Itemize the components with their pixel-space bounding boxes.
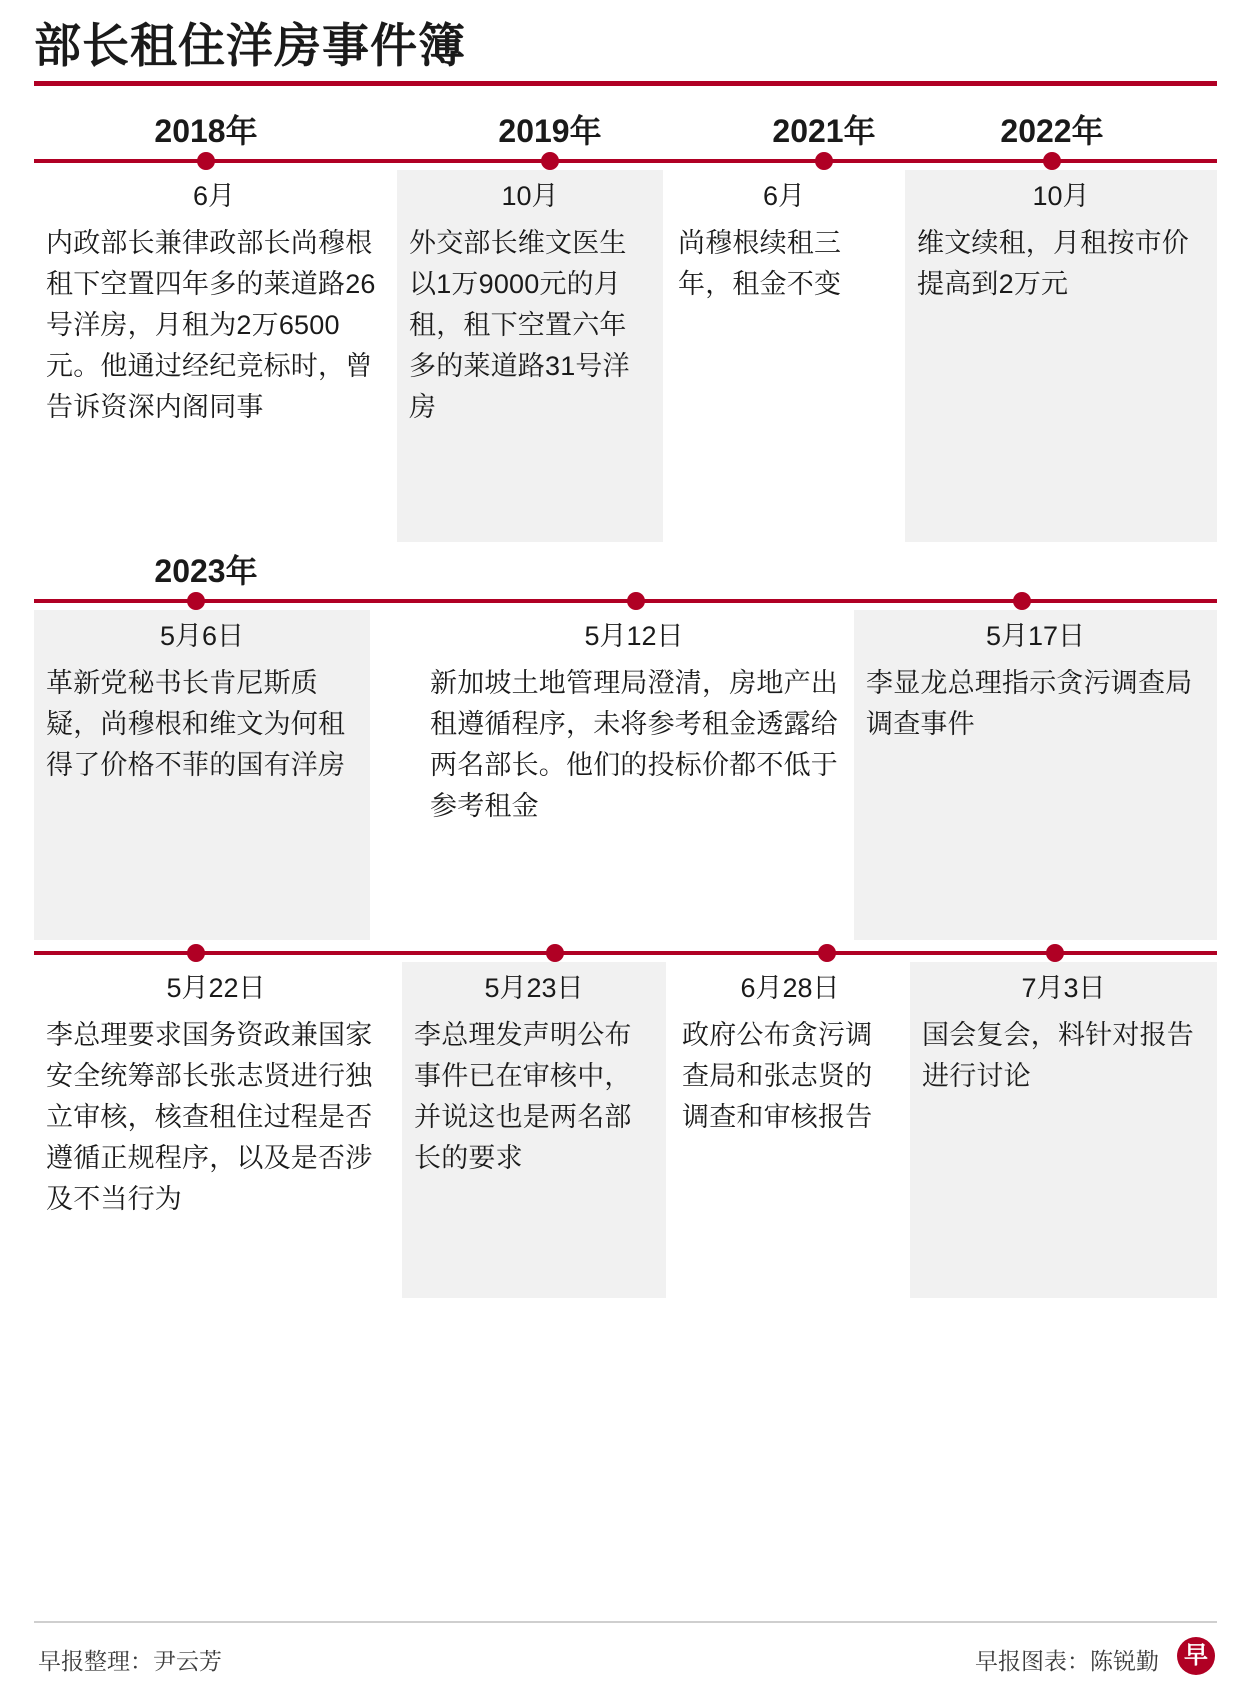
event-text: 李总理要求国务资政兼国家安全统筹部长张志贤进行独立审核，核查租住过程是否遵循正规程序，以及是否涉及不当行为 <box>46 1019 373 1214</box>
timeline-dot <box>546 944 564 962</box>
timeline-row-2 <box>34 592 1217 940</box>
title-block <box>34 0 1217 86</box>
event-date: 6月28日 <box>740 973 840 1004</box>
timeline-dot <box>1043 152 1061 170</box>
event-card <box>34 962 398 1238</box>
event-text: 国会复会，料针对报告进行讨论 <box>922 1019 1194 1091</box>
event-columns-row-2 <box>34 610 1217 940</box>
timeline-axis <box>34 944 1217 962</box>
year-label: 2021年 <box>772 113 876 150</box>
event-text: 新加坡土地管理局澄清，房地产出租遵循程序，未将参考租金透露给两名部长。他们的投标价都不低于参考租金 <box>430 667 838 821</box>
timeline-dot <box>187 592 205 610</box>
event-card <box>397 170 663 542</box>
publication-logo-icon: 早 <box>1177 1637 1215 1675</box>
timeline-dot <box>627 592 645 610</box>
event-date: 7月3日 <box>1021 973 1106 1004</box>
footer-divider <box>34 1621 1217 1623</box>
timeline-dot <box>1046 944 1064 962</box>
timeline-dot <box>197 152 215 170</box>
timeline-row-3 <box>34 944 1217 1298</box>
event-date: 5月6日 <box>159 621 245 652</box>
event-text: 革新党秘书长肯尼斯质疑，尚穆根和维文为何租得了价格不菲的国有洋房 <box>46 667 346 780</box>
event-columns-row-3 <box>34 962 1217 1298</box>
event-card <box>910 962 1217 1298</box>
event-card <box>905 170 1217 542</box>
year-row-2 <box>34 542 1217 592</box>
event-date: 5月17日 <box>985 621 1086 652</box>
event-text: 政府公布贪污调查局和张志贤的调查和审核报告 <box>682 1019 873 1132</box>
event-date: 5月23日 <box>484 973 584 1004</box>
timeline-row-1 <box>34 152 1217 542</box>
event-date: 6月 <box>192 181 236 212</box>
event-card <box>670 962 910 1155</box>
timeline-dot <box>187 944 205 962</box>
footer <box>34 1637 1217 1681</box>
timeline-dot <box>815 152 833 170</box>
timeline-dot <box>541 152 559 170</box>
event-text: 尚穆根续租三年，租金不变 <box>678 227 842 299</box>
event-card <box>34 170 394 446</box>
event-date: 5月22日 <box>166 973 266 1004</box>
year-label: 2018年 <box>154 113 258 150</box>
event-date: 10月 <box>1032 181 1090 212</box>
timeline-dot <box>1013 592 1031 610</box>
credit-editor: 早报整理：尹云芳 <box>38 1648 222 1674</box>
title-divider <box>34 81 1217 86</box>
event-text: 李显龙总理指示贪污调查局调查事件 <box>866 667 1193 739</box>
timeline-line <box>34 599 1217 603</box>
year-label: 2019年 <box>498 113 602 150</box>
event-columns-row-1 <box>34 170 1217 542</box>
timeline-line <box>34 951 1217 955</box>
year-label: 2023年 <box>154 553 258 590</box>
event-date: 10月 <box>501 181 559 212</box>
year-row-1 <box>34 100 1217 152</box>
event-text: 内政部长兼律政部长尚穆根租下空置四年多的莱道路26号洋房，月租为2万6500元。他通过经纪竞标时，曾告诉资深内阁同事 <box>46 227 376 422</box>
event-card <box>34 610 370 940</box>
event-date: 5月12日 <box>584 621 684 652</box>
timeline-axis <box>34 592 1217 610</box>
event-card <box>854 610 1217 940</box>
event-text: 维文续租，月租按市价提高到2万元 <box>917 227 1189 299</box>
event-date: 6月 <box>762 181 806 212</box>
event-text: 李总理发声明公布事件已在审核中，并说这也是两名部长的要求 <box>414 1019 632 1173</box>
timeline-axis <box>34 152 1217 170</box>
timeline-dot <box>818 944 836 962</box>
credit-designer: 早报图表：陈锐勤 <box>975 1648 1159 1674</box>
event-card <box>666 170 902 322</box>
event-card <box>418 610 850 845</box>
event-text: 外交部长维文医生以1万9000元的月租，租下空置六年多的莱道路31号洋房 <box>409 227 630 422</box>
page-title: 部长租住洋房事件簿 <box>34 19 466 72</box>
year-label: 2022年 <box>1000 113 1104 150</box>
event-card <box>402 962 666 1298</box>
